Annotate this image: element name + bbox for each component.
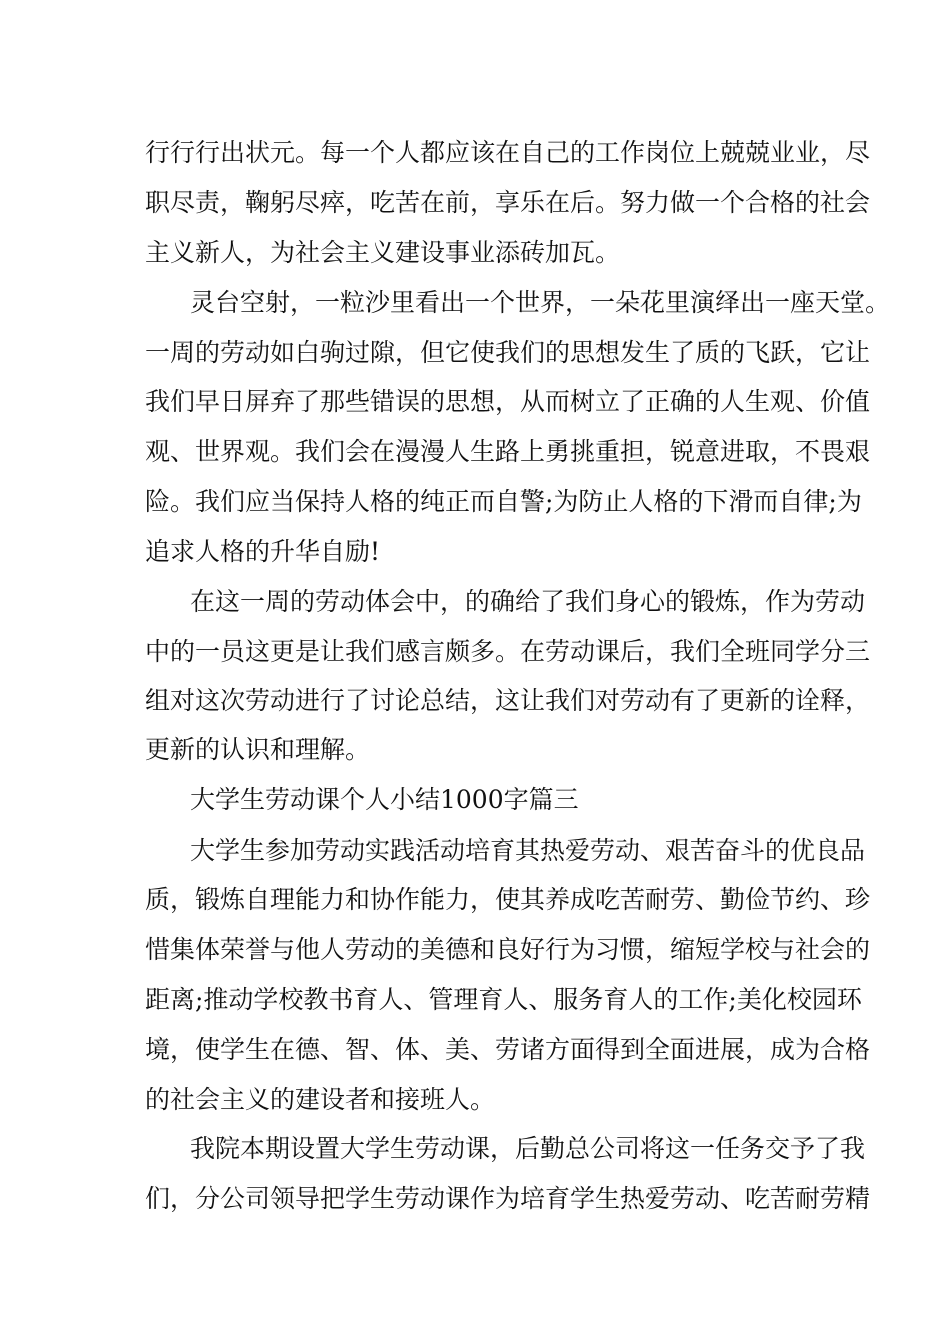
paragraph-line: 行行行出状元。每一个人都应该在自己的工作岗位上兢兢业业，尽	[145, 138, 871, 167]
paragraph-line: 主义新人，为社会主义建设事业添砖加瓦。	[145, 238, 621, 267]
paragraph-line: 一周的劳动如白驹过隙，但它使我们的思想发生了质的飞跃，它让	[145, 338, 871, 367]
paragraph-line: 在这一周的劳动体会中，的确给了我们身心的锻炼，作为劳动	[190, 587, 866, 616]
paragraph-line: 的社会主义的建设者和接班人。	[145, 1085, 496, 1114]
section-heading: 大学生劳动课个人小结1000字篇三	[190, 785, 579, 814]
paragraph-line: 距离;推动学校教书育人、管理育人、服务育人的工作;美化校园环	[145, 985, 862, 1014]
paragraph-line: 组对这次劳动进行了讨论总结，这让我们对劳动有了更新的诠释，	[145, 686, 871, 715]
paragraph-line: 我们早日屏弃了那些错误的思想，从而树立了正确的人生观、价值	[145, 387, 871, 416]
paragraph-line: 们，分公司领导把学生劳动课作为培育学生热爱劳动、吃苦耐劳精	[145, 1184, 871, 1213]
paragraph-line: 职尽责，鞠躬尽瘁，吃苦在前，享乐在后。努力做一个合格的社会	[145, 188, 871, 217]
paragraph-line: 大学生参加劳动实践活动培育其热爱劳动、艰苦奋斗的优良品	[190, 836, 866, 865]
paragraph-line: 险。我们应当保持人格的纯正而自警;为防止人格的下滑而自律;为	[145, 487, 862, 516]
paragraph-line: 质，锻炼自理能力和协作能力，使其养成吃苦耐劳、勤俭节约、珍	[145, 885, 871, 914]
paragraph-line: 更新的认识和理解。	[145, 735, 371, 764]
paragraph-line: 惜集体荣誉与他人劳动的美德和良好行为习惯，缩短学校与社会的	[145, 935, 871, 964]
paragraph-line: 追求人格的升华自励!	[145, 537, 381, 566]
paragraph-line: 灵台空射，一粒沙里看出一个世界，一朵花里演绎出一座天堂。	[190, 288, 891, 317]
paragraph-line: 我院本期设置大学生劳动课，后勤总公司将这一任务交予了我	[190, 1134, 866, 1163]
paragraph-line: 境，使学生在德、智、体、美、劳诸方面得到全面进展，成为合格	[145, 1035, 871, 1064]
paragraph-line: 观、世界观。我们会在漫漫人生路上勇挑重担，锐意进取，不畏艰	[145, 437, 871, 466]
paragraph-line: 中的一员这更是让我们感言颇多。在劳动课后，我们全班同学分三	[145, 637, 871, 666]
